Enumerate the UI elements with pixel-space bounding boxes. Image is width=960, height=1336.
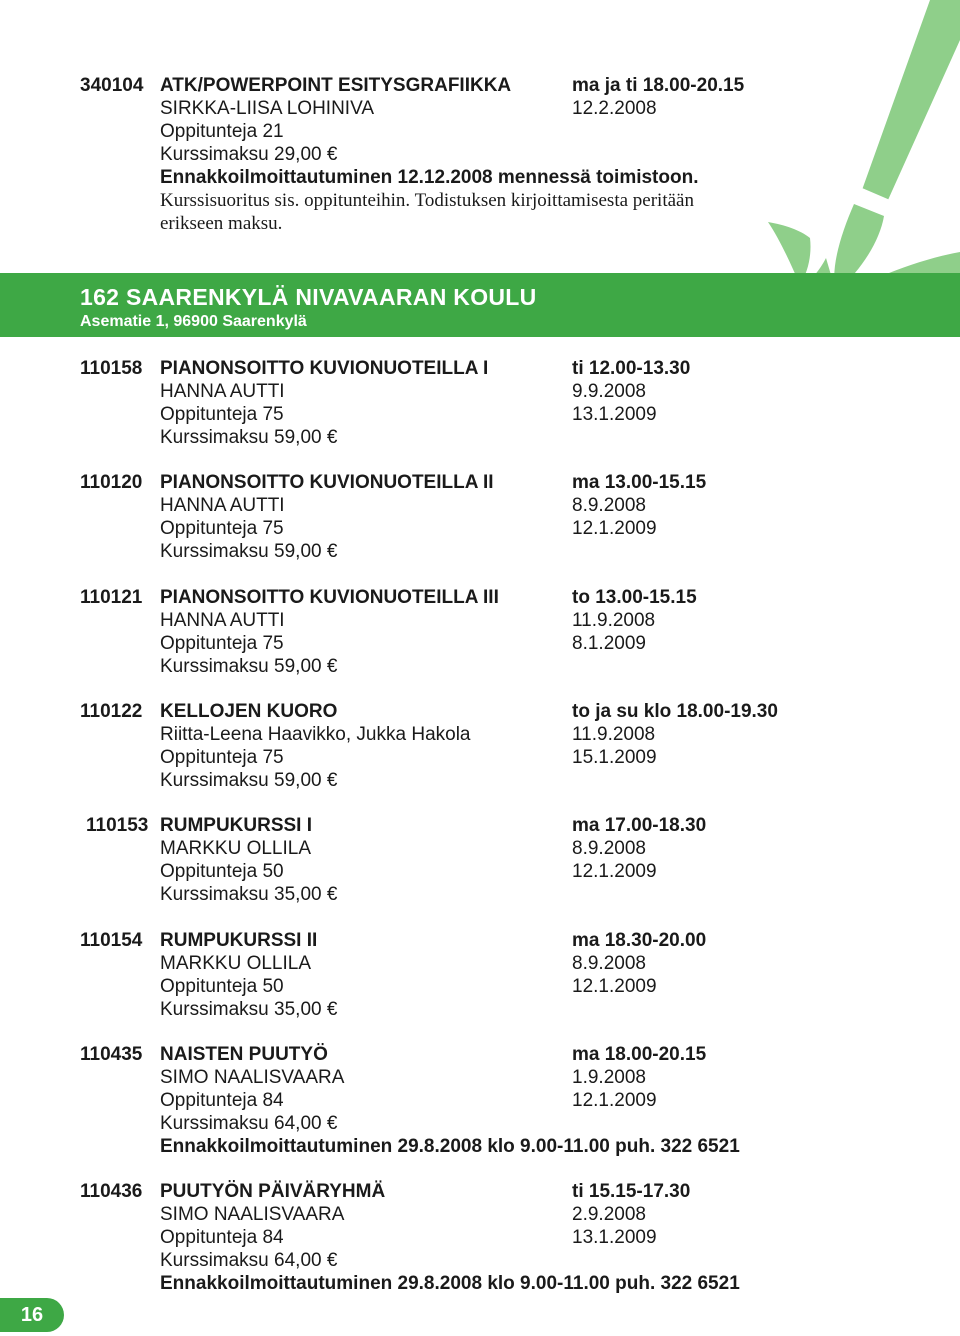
course-code: 110158 [80,358,143,379]
course-fee: Kurssimaksu 59,00 € [160,656,338,677]
course-schedule: ti 15.15-17.30 [572,1181,691,1202]
course-start-date: 9.9.2008 [572,381,646,402]
course-title: PUUTYÖN PÄIVÄRYHMÄ [160,1181,386,1202]
course-schedule: ma 18.00-20.15 [572,1044,707,1065]
course-end-date: 13.1.2009 [572,404,657,425]
course-title: RUMPUKURSSI II [160,930,318,951]
course-registration: Ennakkoilmoittautuminen 29.8.2008 klo 9.00-11.00 puh. 322 6521 [160,1136,740,1157]
course-fee: Kurssimaksu 59,00 € [160,770,338,791]
course-fee: Kurssimaksu 64,00 € [160,1113,338,1134]
course-note: Kurssisuoritus sis. oppitunteihin. Todistuksen kirjoittamisesta peritään [160,190,694,211]
course-end-date: 12.1.2009 [572,1090,657,1111]
course-title: PIANONSOITTO KUVIONUOTEILLA II [160,472,494,493]
course-fee: Kurssimaksu 64,00 € [160,1250,338,1271]
course-code: 110436 [80,1181,143,1202]
course-start-date: 8.9.2008 [572,953,646,974]
course-start-date: 12.2.2008 [572,98,657,119]
course-lessons: Oppitunteja 50 [160,976,284,997]
course-fee: Kurssimaksu 35,00 € [160,999,338,1020]
course-title: PIANONSOITTO KUVIONUOTEILLA III [160,587,499,608]
course-start-date: 8.9.2008 [572,495,646,516]
page-number: 16 [0,1298,64,1332]
course-schedule: ti 12.00-13.30 [572,358,691,379]
course-start-date: 8.9.2008 [572,838,646,859]
course-teacher: HANNA AUTTI [160,495,285,516]
course-teacher: SIMO NAALISVAARA [160,1067,345,1088]
course-lessons: Oppitunteja 75 [160,747,284,768]
course-registration: Ennakkoilmoittautuminen 12.12.2008 mennessä toimistoon. [160,167,699,188]
course-lessons: Oppitunteja 75 [160,404,284,425]
course-start-date: 11.9.2008 [572,724,656,745]
course-lessons: Oppitunteja 75 [160,633,284,654]
course-schedule: to 13.00-15.15 [572,587,697,608]
section-title: 162 SAARENKYLÄ NIVAVAARAN KOULU [80,284,537,310]
course-schedule: to ja su klo 18.00-19.30 [572,701,778,722]
course-end-date: 15.1.2009 [572,747,657,768]
course-lessons: Oppitunteja 84 [160,1090,284,1111]
course-code: 110154 [80,930,143,951]
course-end-date: 12.1.2009 [572,976,657,997]
course-start-date: 2.9.2008 [572,1204,646,1225]
course-fee: Kurssimaksu 59,00 € [160,427,338,448]
course-title: RUMPUKURSSI I [160,815,313,836]
course-fee: Kurssimaksu 59,00 € [160,541,338,562]
course-lessons: Oppitunteja 21 [160,121,284,142]
course-code: 110121 [80,587,143,608]
course-end-date: 8.1.2009 [572,633,646,654]
course-teacher: MARKKU OLLILA [160,838,311,859]
course-start-date: 1.9.2008 [572,1067,646,1088]
course-teacher: Riitta-Leena Haavikko, Jukka Hakola [160,724,471,745]
course-title: PIANONSOITTO KUVIONUOTEILLA I [160,358,489,379]
course-code: 110122 [80,701,143,722]
course-teacher: SIRKKA-LIISA LOHINIVA [160,98,375,119]
course-start-date: 11.9.2008 [572,610,656,631]
course-title: KELLOJEN KUORO [160,701,338,722]
course-end-date: 13.1.2009 [572,1227,657,1248]
course-teacher: HANNA AUTTI [160,610,285,631]
course-schedule: ma 13.00-15.15 [572,472,707,493]
course-registration: Ennakkoilmoittautuminen 29.8.2008 klo 9.00-11.00 puh. 322 6521 [160,1273,740,1294]
course-schedule: ma 17.00-18.30 [572,815,707,836]
course-code: 110153 [86,815,149,836]
course-fee: Kurssimaksu 35,00 € [160,884,338,905]
course-title: ATK/POWERPOINT ESITYSGRAFIIKKA [160,75,512,96]
course-title: NAISTEN PUUTYÖ [160,1044,328,1065]
course-lessons: Oppitunteja 84 [160,1227,284,1248]
course-code: 110435 [80,1044,143,1065]
course-teacher: SIMO NAALISVAARA [160,1204,345,1225]
course-schedule: ma 18.30-20.00 [572,930,707,951]
course-lessons: Oppitunteja 50 [160,861,284,882]
course-code: 340104 [80,75,144,96]
course-end-date: 12.1.2009 [572,518,657,539]
section-address: Asematie 1, 96900 Saarenkylä [80,313,307,330]
course-teacher: MARKKU OLLILA [160,953,311,974]
course-end-date: 12.1.2009 [572,861,657,882]
course-note-continued: erikseen maksu. [160,213,283,234]
course-schedule: ma ja ti 18.00-20.15 [572,75,745,96]
course-teacher: HANNA AUTTI [160,381,285,402]
course-fee: Kurssimaksu 29,00 € [160,144,338,165]
course-lessons: Oppitunteja 75 [160,518,284,539]
course-code: 110120 [80,472,143,493]
